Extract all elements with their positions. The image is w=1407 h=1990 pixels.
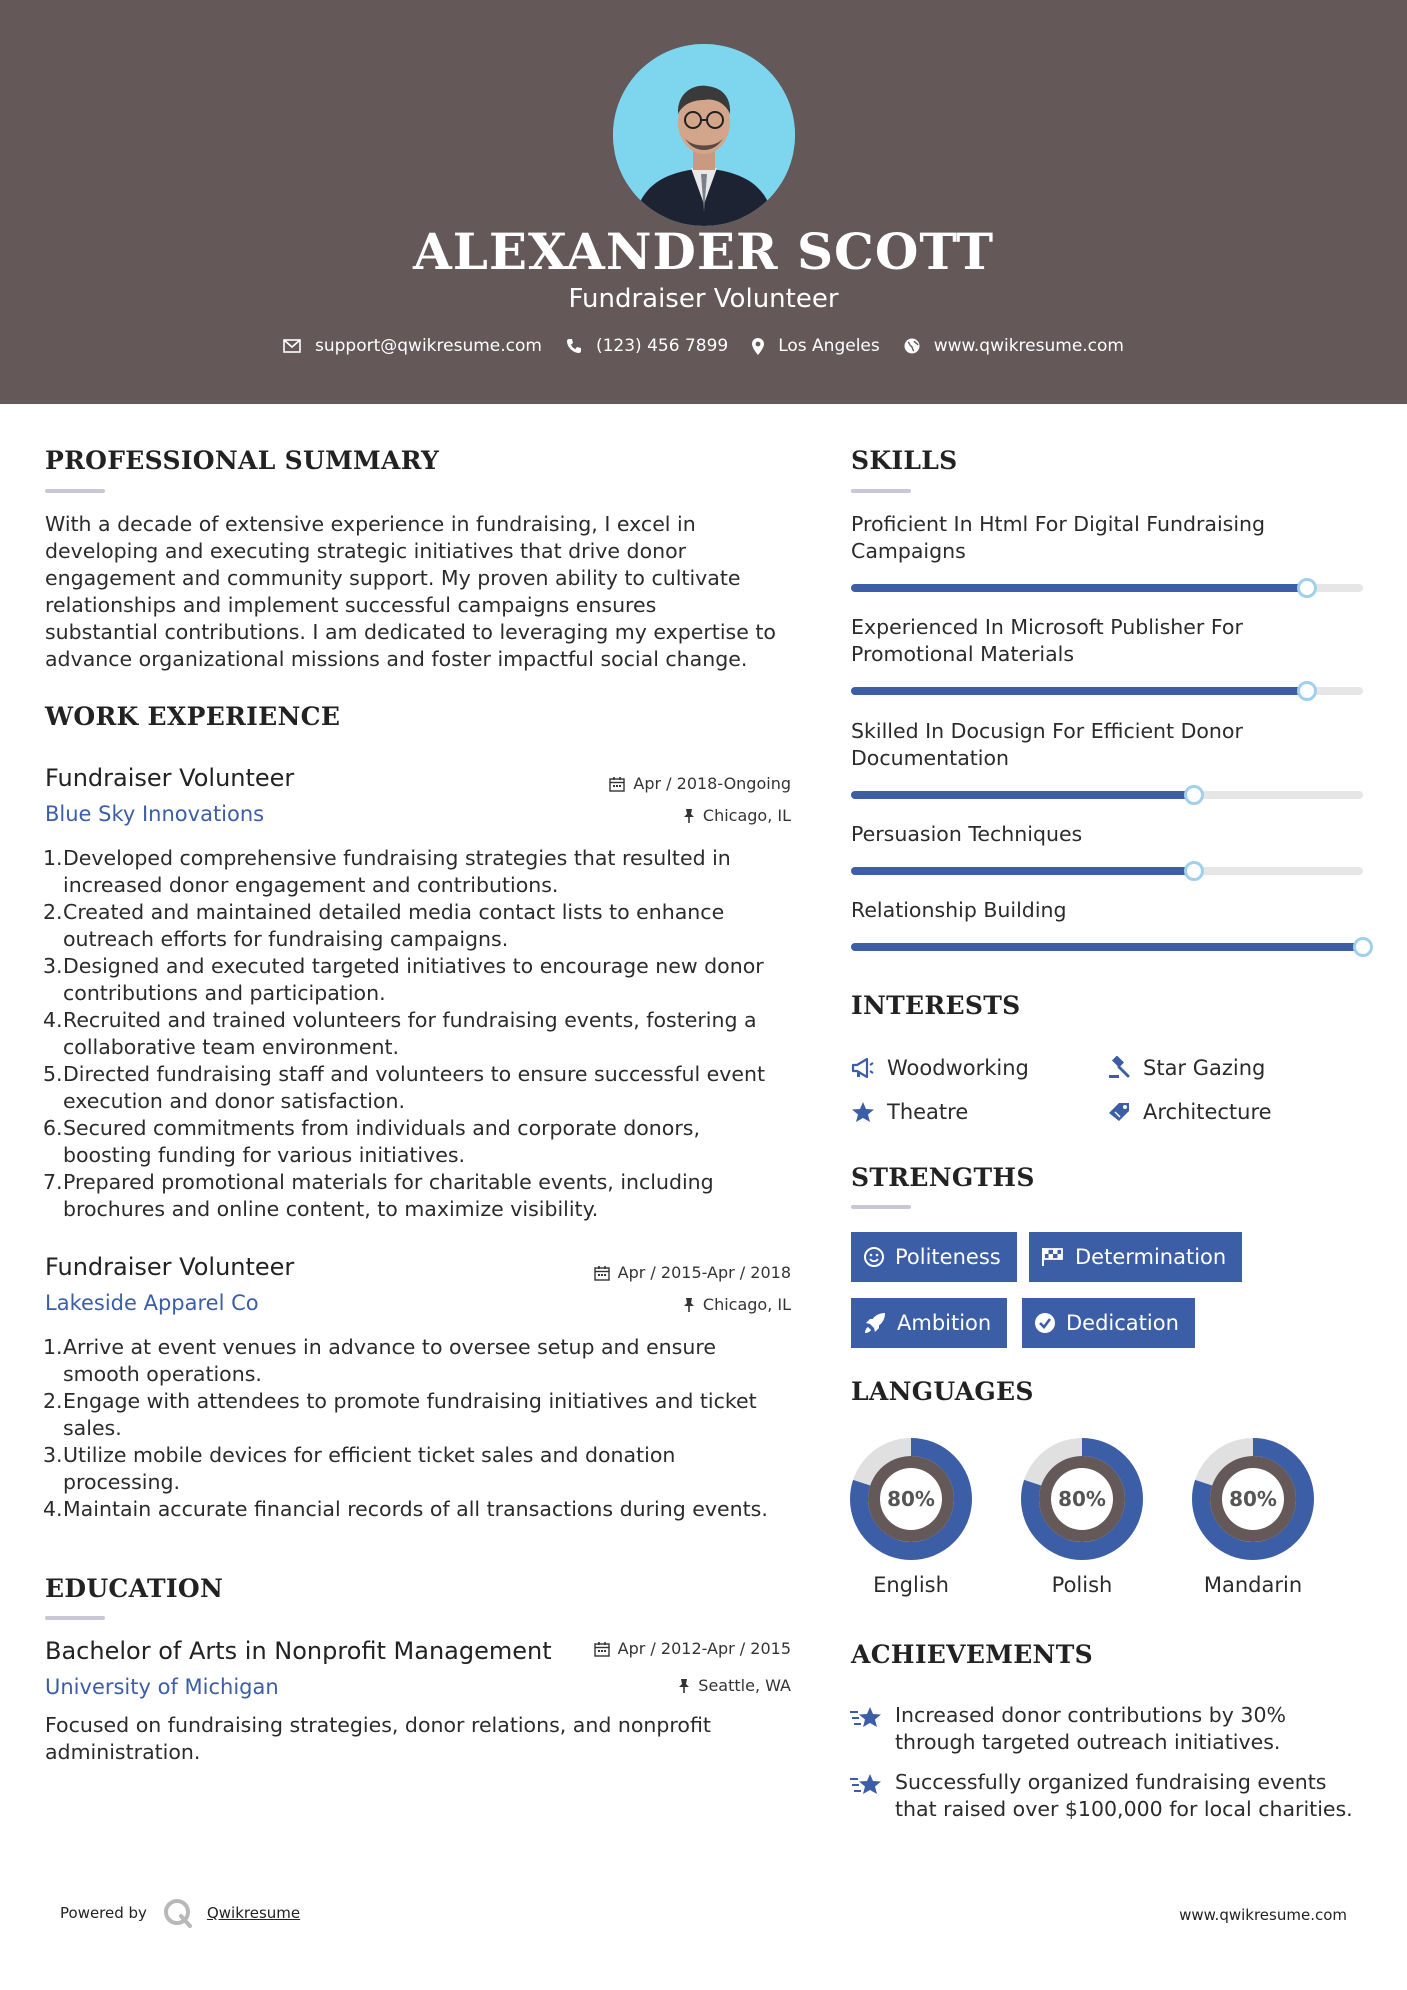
skills-divider [851, 489, 911, 493]
achievement-item [849, 1702, 1286, 1756]
job-location-text: Chicago, IL [702, 1295, 791, 1314]
interest-label: Star Gazing [1143, 1056, 1266, 1080]
qwikresume-logo-icon [161, 1896, 195, 1930]
strength-tag-dedication [1022, 1298, 1195, 1348]
language-name: Mandarin [1203, 1573, 1303, 1597]
rocket-icon [863, 1311, 887, 1335]
skill-bar [851, 791, 1363, 799]
education-dates [594, 1639, 791, 1658]
summary-line: relationships and implement successful campaigns ensures [45, 593, 657, 617]
job-title: Fundraiser Volunteer [45, 1253, 295, 1281]
skill-bar-fill [851, 687, 1307, 695]
language-donut [1020, 1437, 1144, 1561]
achievement-text [895, 1769, 1353, 1823]
phone-icon [566, 338, 582, 354]
summary-line: developing and executing strategic initiatives that drive donor [45, 539, 687, 563]
contact-email-text: support@qwikresume.com [315, 336, 542, 356]
powered-by-label: Powered by [60, 1904, 147, 1922]
person-portrait-icon [613, 44, 795, 226]
skill-bar-fill [851, 584, 1307, 592]
contact-location-text: Los Angeles [778, 336, 880, 356]
list-text: smooth operations. [63, 1362, 262, 1386]
skill-name [851, 614, 1243, 668]
star-icon [851, 1101, 875, 1123]
strength-tag-determination [1029, 1232, 1242, 1282]
skill-line: Experienced In Microsoft Publisher For [851, 615, 1243, 639]
language-percent: 80% [1229, 1487, 1277, 1511]
achievement-line: Increased donor contributions by 30% [895, 1703, 1286, 1727]
shooting-star-icon [849, 1771, 883, 1799]
flag-icon [1041, 1247, 1065, 1267]
achievement-line: that raised over $100,000 for local charities. [895, 1797, 1353, 1821]
skill-bar-fill [851, 943, 1363, 951]
skill-name [851, 718, 1243, 772]
gavel-icon [1107, 1056, 1131, 1080]
list-text: Arrive at event venues in advance to oversee setup and ensure [63, 1335, 716, 1359]
summary-heading: PROFESSIONAL SUMMARY [45, 446, 440, 475]
list-item [45, 953, 765, 1007]
language-name: Polish [1051, 1573, 1113, 1597]
list-number: 5. [43, 1062, 63, 1086]
footer-website[interactable]: www.qwikresume.com [1179, 1906, 1347, 1924]
job-company: Blue Sky Innovations [45, 802, 265, 826]
list-text: outreach efforts for fundraising campaigns. [63, 927, 509, 951]
list-number: 3. [43, 1443, 63, 1467]
footer-powered-by [60, 1896, 300, 1930]
list-number: 2. [43, 1389, 63, 1413]
tag-icon [1107, 1101, 1131, 1123]
interest-label: Theatre [887, 1100, 969, 1124]
strength-label: Determination [1075, 1245, 1227, 1269]
pushpin-icon [683, 1297, 695, 1313]
language-polish [1020, 1437, 1144, 1597]
skill-bar [851, 943, 1363, 951]
list-text: collaborative team environment. [63, 1035, 400, 1059]
skill-line: Proficient In Html For Digital Fundraising [851, 512, 1266, 536]
skill-bar [851, 584, 1363, 592]
language-donut [1191, 1437, 1315, 1561]
pushpin-icon [678, 1678, 690, 1694]
contact-phone-text: (123) 456 7899 [595, 336, 729, 356]
list-text: execution and donor satisfaction. [63, 1089, 406, 1113]
skill-line: Relationship Building [851, 898, 1067, 922]
profile-photo [613, 44, 795, 226]
skill-bar [851, 687, 1363, 695]
interest-label: Architecture [1143, 1100, 1272, 1124]
skill-slider-knob[interactable] [1353, 937, 1373, 957]
job-location [683, 806, 791, 825]
list-text: Engage with attendees to promote fundraising initiatives and ticket [63, 1389, 757, 1413]
summary-line: With a decade of extensive experience in fundraising, I excel in [45, 512, 696, 536]
list-number: 4. [43, 1008, 63, 1032]
list-text: sales. [63, 1416, 122, 1440]
language-percent: 80% [1058, 1487, 1106, 1511]
strength-label: Politeness [895, 1245, 1001, 1269]
job-location-text: Chicago, IL [702, 806, 791, 825]
strengths-heading: STRENGTHS [851, 1163, 1035, 1192]
list-text: processing. [63, 1470, 180, 1494]
globe-icon [904, 338, 920, 354]
calendar-icon [609, 776, 625, 792]
achievement-item [849, 1769, 1353, 1823]
interest-architecture [1107, 1100, 1272, 1124]
list-number: 4. [43, 1497, 63, 1521]
education-line: administration. [45, 1740, 201, 1764]
list-item [45, 1334, 768, 1388]
education-location-text: Seattle, WA [698, 1676, 791, 1695]
envelope-icon [283, 339, 301, 353]
languages-heading: LANGUAGES [851, 1377, 1034, 1406]
list-text: Developed comprehensive fundraising strategies that resulted in [63, 846, 731, 870]
list-number: 6. [43, 1116, 63, 1140]
list-text: Recruited and trained volunteers for fundraising events, fostering a [63, 1008, 757, 1032]
calendar-icon [594, 1265, 610, 1281]
strength-label: Ambition [897, 1311, 992, 1335]
interest-label: Woodworking [887, 1056, 1029, 1080]
smile-icon [863, 1246, 885, 1268]
education-divider [45, 1616, 105, 1620]
skill-bar-fill [851, 867, 1194, 875]
skill-slider-knob[interactable] [1184, 785, 1204, 805]
skills-heading: SKILLS [851, 446, 958, 475]
skill-slider-knob[interactable] [1297, 578, 1317, 598]
megaphone-icon [851, 1057, 875, 1079]
job-company: Lakeside Apparel Co [45, 1291, 259, 1315]
skill-bar [851, 867, 1363, 875]
calendar-icon [594, 1641, 610, 1657]
check-circle-icon [1034, 1312, 1056, 1334]
skill-line: Campaigns [851, 539, 966, 563]
qwikresume-link[interactable]: Qwikresume [206, 1904, 301, 1922]
summary-divider [45, 489, 105, 493]
list-text: boosting funding for various initiatives. [63, 1143, 466, 1167]
skill-slider-knob[interactable] [1297, 681, 1317, 701]
summary-line: advance organizational missions and foster impactful social change. [45, 647, 748, 671]
list-item [45, 1496, 768, 1523]
achievement-line: through targeted outreach initiatives. [895, 1730, 1281, 1754]
list-text: increased donor engagement and contributions. [63, 873, 559, 897]
resume-header [0, 0, 1407, 404]
education-heading: EDUCATION [45, 1574, 224, 1603]
contact-phone[interactable] [566, 336, 728, 356]
achievements-heading: ACHIEVEMENTS [851, 1640, 1093, 1669]
summary-line: engagement and community support. My proven ability to cultivate [45, 566, 741, 590]
contact-website-text: www.qwikresume.com [933, 336, 1124, 356]
strength-tag-ambition [851, 1298, 1007, 1348]
pushpin-icon [683, 808, 695, 824]
contact-website[interactable] [904, 336, 1124, 356]
achievement-line: Successfully organized fundraising events [895, 1770, 1327, 1794]
summary-line: substantial contributions. I am dedicated to leveraging my expertise to [45, 620, 776, 644]
skill-line: Skilled In Docusign For Efficient Donor [851, 719, 1243, 743]
job-dates-text: Apr / 2018-Ongoing [633, 774, 791, 793]
list-number: 1. [43, 846, 63, 870]
list-text: Maintain accurate financial records of all transactions during events. [63, 1497, 768, 1521]
skill-line: Persuasion Techniques [851, 822, 1083, 846]
contact-bar [0, 336, 1407, 356]
list-number: 1. [43, 1335, 63, 1359]
list-item [45, 1169, 765, 1223]
education-location [678, 1676, 791, 1695]
list-text: Secured commitments from individuals and corporate donors, [63, 1116, 700, 1140]
skill-slider-knob[interactable] [1184, 861, 1204, 881]
summary-text [45, 511, 776, 673]
shooting-star-icon [849, 1704, 883, 1732]
language-percent: 80% [887, 1487, 935, 1511]
list-number: 2. [43, 900, 63, 924]
education-dates-text: Apr / 2012-Apr / 2015 [617, 1639, 791, 1658]
interest-woodworking [851, 1056, 1029, 1080]
list-text: Prepared promotional materials for charitable events, including [63, 1170, 714, 1194]
education-school: University of Michigan [45, 1675, 279, 1699]
list-item [45, 1115, 765, 1169]
language-english [849, 1437, 973, 1597]
job-title: Fundraiser Volunteer [45, 764, 295, 792]
strength-tag-politeness [851, 1232, 1017, 1282]
job-duties-list [45, 845, 765, 1223]
skill-name [851, 821, 1082, 848]
interest-theatre [851, 1100, 968, 1124]
education-degree: Bachelor of Arts in Nonprofit Management [45, 1637, 552, 1665]
list-item [45, 1442, 768, 1496]
strengths-divider [851, 1205, 911, 1209]
strength-label: Dedication [1066, 1311, 1179, 1335]
list-item [45, 1061, 765, 1115]
list-item [45, 845, 765, 899]
language-donut [849, 1437, 973, 1561]
list-item [45, 1388, 768, 1442]
list-text: Created and maintained detailed media contact lists to enhance [63, 900, 725, 924]
list-item [45, 1007, 765, 1061]
list-text: Directed fundraising staff and volunteers to ensure successful event [63, 1062, 766, 1086]
candidate-name: ALEXANDER SCOTT [412, 222, 995, 281]
map-pin-icon [752, 338, 764, 355]
list-number: 3. [43, 954, 63, 978]
list-item [45, 899, 765, 953]
job-dates [609, 774, 791, 793]
contact-location [752, 336, 880, 356]
language-name: English [873, 1573, 949, 1597]
interest-star-gazing [1107, 1056, 1265, 1080]
skill-name [851, 897, 1067, 924]
education-description [45, 1712, 711, 1766]
contact-email[interactable] [283, 336, 542, 356]
achievement-text [895, 1702, 1286, 1756]
skill-bar-fill [851, 791, 1194, 799]
list-text: Utilize mobile devices for efficient ticket sales and donation [63, 1443, 676, 1467]
job-dates [594, 1263, 791, 1282]
education-line: Focused on fundraising strategies, donor relations, and nonprofit [45, 1713, 711, 1737]
interests-heading: INTERESTS [851, 991, 1021, 1020]
list-text: contributions and participation. [63, 981, 386, 1005]
skill-line: Documentation [851, 746, 1010, 770]
experience-heading: WORK EXPERIENCE [45, 702, 341, 731]
list-text: Designed and executed targeted initiatives to encourage new donor [63, 954, 764, 978]
job-location [683, 1295, 791, 1314]
job-dates-text: Apr / 2015-Apr / 2018 [617, 1263, 791, 1282]
list-number: 7. [43, 1170, 63, 1194]
list-text: brochures and online content, to maximize visibility. [63, 1197, 599, 1221]
skill-name [851, 511, 1265, 565]
skill-line: Promotional Materials [851, 642, 1075, 666]
language-mandarin [1191, 1437, 1315, 1597]
candidate-title: Fundraiser Volunteer [568, 284, 839, 314]
job-duties-list [45, 1334, 768, 1523]
